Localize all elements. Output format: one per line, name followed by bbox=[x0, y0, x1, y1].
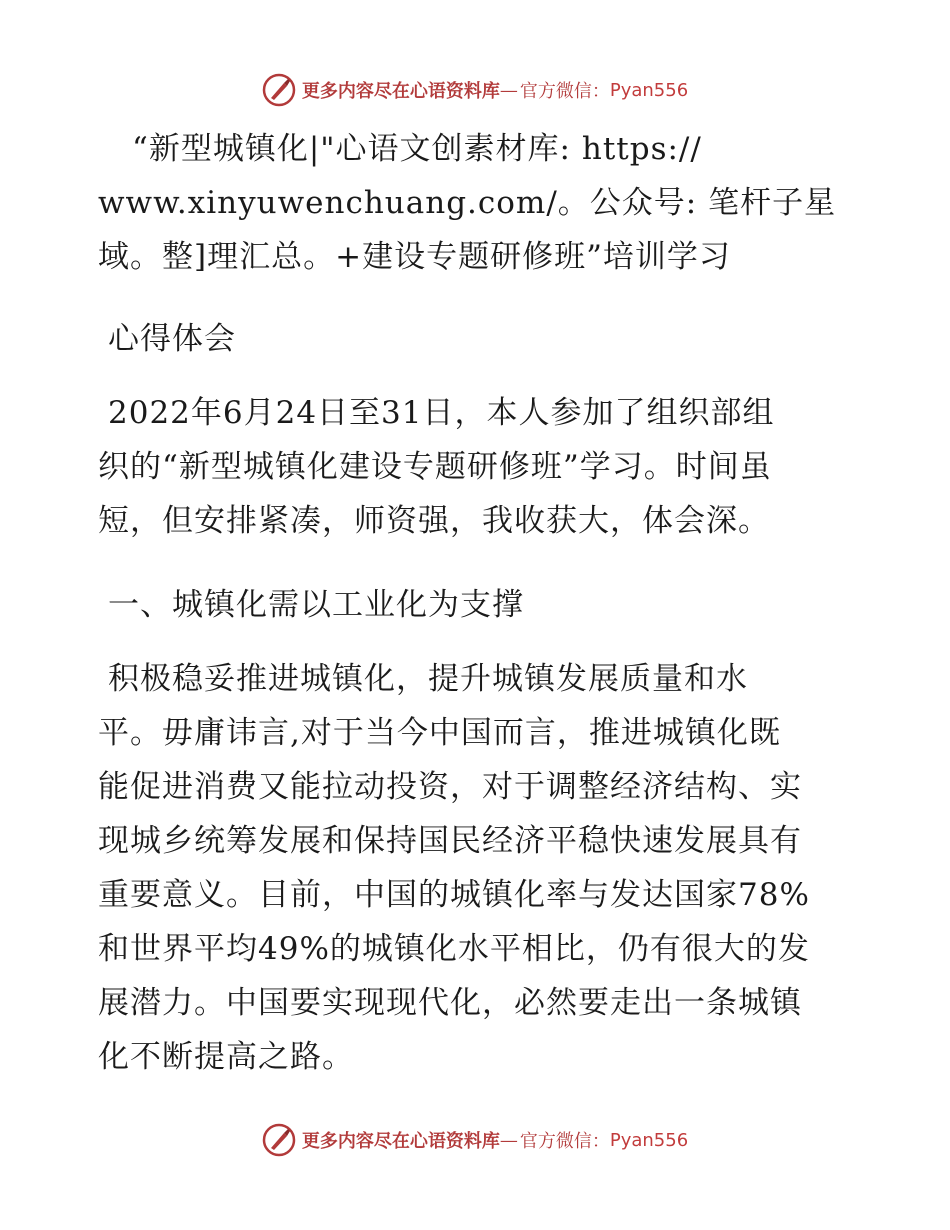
paragraph-line: 短，但安排紧凑，师资强，我收获大，体会深。 bbox=[98, 503, 770, 539]
banner-main-text: 更多内容尽在心语资料库 bbox=[301, 1131, 500, 1152]
quill-pen-icon bbox=[262, 1123, 296, 1157]
header-watermark-banner bbox=[0, 70, 950, 110]
paragraph-line: 2022年6月24日至31日，本人参加了组织部组 bbox=[108, 395, 775, 431]
paragraph-urbanization bbox=[98, 652, 850, 1084]
banner-separator: — bbox=[499, 1129, 518, 1151]
paragraph-line: 化不断提高之路。 bbox=[98, 1039, 354, 1075]
banner-wechat-id: Pyan556 bbox=[609, 1129, 689, 1151]
document-title bbox=[98, 122, 850, 284]
paragraph-line: 和世界平均49%的城镇化水平相比，仍有很大的发 bbox=[98, 931, 810, 967]
section-heading: 一、城镇化需以工业化为支撑 bbox=[108, 587, 524, 623]
banner-main-text: 更多内容尽在心语资料库 bbox=[301, 81, 500, 102]
footer-watermark-banner bbox=[0, 1120, 950, 1160]
paragraph-line: 积极稳妥推进城镇化，提升城镇发展质量和水 bbox=[108, 661, 748, 697]
quill-pen-icon bbox=[262, 73, 296, 107]
paragraph-line: 展潜力。中国要实现现代化，必然要走出一条城镇 bbox=[98, 985, 802, 1021]
paragraph-intro bbox=[98, 386, 850, 548]
paragraph-line: 现城乡统筹发展和保持国民经济平稳快速发展具有 bbox=[98, 823, 802, 859]
banner-wechat-id: Pyan556 bbox=[609, 79, 689, 101]
banner-wechat-label: 官方微信： bbox=[519, 81, 610, 102]
paragraph-line: 能促进消费又能拉动投资，对于调整经济结构、实 bbox=[98, 769, 802, 805]
paragraph-line: 重要意义。目前，中国的城镇化率与发达国家78% bbox=[98, 877, 810, 913]
paragraph-line: 平。毋庸讳言,对于当今中国而言，推进城镇化既 bbox=[98, 715, 781, 751]
banner-separator: — bbox=[499, 79, 518, 101]
title-line: “新型城镇化|"心语文创素材库: https:// bbox=[132, 131, 702, 167]
title-line: www.xinyuwenchuang.com/。公众号: 笔杆子星 bbox=[98, 185, 837, 221]
document-subtitle: 心得体会 bbox=[108, 321, 236, 357]
title-line: 域。整]理汇总。+建设专题研修班”培训学习 bbox=[98, 239, 731, 275]
banner-wechat-label: 官方微信： bbox=[519, 1131, 610, 1152]
paragraph-line: 织的“新型城镇化建设专题研修班”学习。时间虽 bbox=[98, 449, 772, 485]
